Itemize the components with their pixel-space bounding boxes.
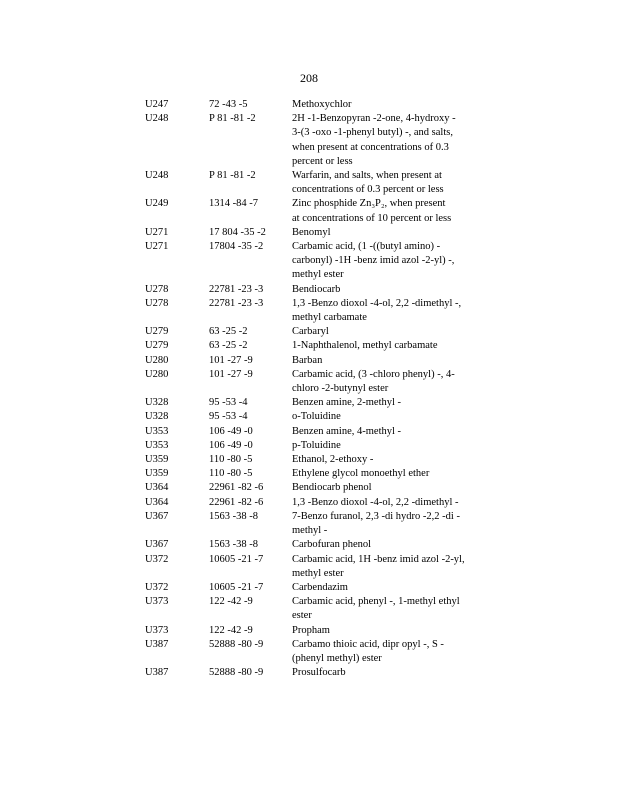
chemical-name-line: percent or less: [292, 155, 353, 167]
waste-code: U367: [145, 539, 169, 551]
chemical-name-line: 3-(3 -oxo -1-phenyl butyl) -, and salts,: [292, 127, 453, 139]
chemical-name-line: Barban: [292, 354, 323, 366]
chemical-name: [292, 553, 478, 581]
chemical-name-line: Carbamo thioic acid, dipr opyl -, S -: [292, 638, 444, 650]
cas-number: 95 -53 -4: [209, 397, 248, 409]
chemical-name: [292, 425, 478, 439]
table-row: [145, 638, 485, 666]
waste-code: U364: [145, 496, 169, 508]
cas-number: P 81 -81 -2: [209, 170, 256, 182]
chemical-name-line: methyl ester: [292, 269, 344, 281]
table-row: [145, 283, 485, 297]
cas-number: 17 804 -35 -2: [209, 226, 266, 238]
cas-number: 22961 -82 -6: [209, 496, 264, 508]
waste-code: U280: [145, 354, 169, 366]
table-row: [145, 425, 485, 439]
waste-code: U279: [145, 326, 169, 338]
chemical-name: [292, 581, 478, 595]
cas-number: 22781 -23 -3: [209, 283, 264, 295]
chemical-name: [292, 467, 478, 481]
waste-code: U278: [145, 297, 169, 309]
waste-code: U248: [145, 170, 169, 182]
table-row: [145, 496, 485, 510]
cas-number: 63 -25 -2: [209, 340, 248, 352]
table-row: [145, 339, 485, 353]
waste-code: U328: [145, 397, 169, 409]
table-row: [145, 169, 485, 197]
chemical-name-line: Methoxychlor: [292, 99, 352, 110]
table-row: [145, 98, 485, 112]
table-row: [145, 325, 485, 339]
waste-code: U353: [145, 425, 169, 437]
waste-code: U387: [145, 667, 169, 679]
chemical-name-line: Bendiocarb: [292, 283, 341, 295]
table-row: [145, 595, 485, 623]
cas-number: 122 -42 -9: [209, 596, 253, 608]
cas-number: 1563 -38 -8: [209, 539, 258, 551]
page-number: 208: [300, 71, 318, 85]
chemical-name-line: (phenyl methyl) ester: [292, 652, 382, 664]
chemical-name-line: when present at concentrations of 0.3: [292, 141, 449, 153]
waste-code: U271: [145, 241, 169, 253]
table-row: [145, 112, 485, 169]
cas-number: 106 -49 -0: [209, 439, 253, 451]
chemical-name-line: Ethylene glycol monoethyl ether: [292, 468, 430, 480]
chemical-name-line: Carbamic acid, (3 -chloro phenyl) -, 4-: [292, 368, 455, 380]
table-row: [145, 226, 485, 240]
cas-number: 22781 -23 -3: [209, 297, 264, 309]
chemical-name: [292, 481, 478, 495]
waste-code: U359: [145, 454, 169, 466]
chemical-name-line: Prosulfocarb: [292, 667, 346, 679]
cas-number: 52888 -80 -9: [209, 667, 264, 679]
chemical-name-line: Benzen amine, 2-methyl -: [292, 397, 402, 409]
chemical-name-line: 7-Benzo furanol, 2,3 -di hydro -2,2 -di -: [292, 510, 460, 522]
chemical-name: [292, 368, 478, 396]
chemical-name: [292, 510, 478, 538]
cas-number: 1314 -84 -7: [209, 198, 258, 210]
waste-code: U372: [145, 581, 169, 593]
waste-code: U364: [145, 482, 169, 494]
chemical-name-line: 1-Naphthalenol, methyl carbamate: [292, 340, 438, 352]
chemical-table: [145, 98, 485, 680]
chemical-name-line: p-Toluidine: [292, 439, 341, 451]
cas-number: 17804 -35 -2: [209, 241, 264, 253]
chemical-name-line: 1,3 -Benzo dioxol -4-ol, 2,2 -dimethyl -,: [292, 297, 462, 309]
table-row: [145, 410, 485, 424]
chemical-name: [292, 354, 478, 368]
table-row: [145, 624, 485, 638]
waste-code: U280: [145, 368, 169, 380]
waste-code: U372: [145, 553, 169, 565]
table-row: [145, 439, 485, 453]
table-row: [145, 368, 485, 396]
chemical-name-line: chloro -2-butynyl ester: [292, 383, 389, 395]
cas-number: 72 -43 -5: [209, 99, 248, 110]
chemical-name: [292, 439, 478, 453]
cas-number: 110 -80 -5: [209, 454, 253, 466]
chemical-name: [292, 396, 478, 410]
chemical-name-line: ester: [292, 610, 312, 622]
chemical-name: [292, 624, 478, 638]
chemical-name-line: 2H -1-Benzopyran -2-one, 4-hydroxy -: [292, 113, 456, 125]
chemical-name-line: Carbofuran phenol: [292, 539, 372, 551]
waste-code: U373: [145, 624, 169, 636]
waste-code: U249: [145, 198, 169, 210]
cas-number: 10605 -21 -7: [209, 581, 264, 593]
cas-number: 1563 -38 -8: [209, 510, 258, 522]
cas-number: 22961 -82 -6: [209, 482, 264, 494]
table-row: [145, 581, 485, 595]
chemical-name-line: methyl -: [292, 525, 328, 537]
table-row: [145, 510, 485, 538]
waste-code: U373: [145, 596, 169, 608]
cas-number: 95 -53 -4: [209, 411, 248, 423]
chemical-name-line: 1,3 -Benzo dioxol -4-ol, 2,2 -dimethyl -: [292, 496, 459, 508]
cas-number: 101 -27 -9: [209, 368, 253, 380]
table-row: [145, 197, 485, 225]
waste-code: U248: [145, 113, 169, 125]
chemical-name: [292, 226, 478, 240]
table-row: [145, 553, 485, 581]
chemical-name: [292, 240, 478, 283]
chemical-name-line: o-Toluidine: [292, 411, 341, 423]
chemical-name: [292, 638, 478, 666]
chemical-name: [292, 325, 478, 339]
cas-number: 52888 -80 -9: [209, 638, 264, 650]
chemical-name-line: Carbamic acid, phenyl -, 1-methyl ethyl: [292, 596, 460, 608]
chemical-name-line: Zinc phosphide Zn₃P₂, when present: [292, 198, 446, 210]
chemical-name: [292, 283, 478, 297]
cas-number: 106 -49 -0: [209, 425, 253, 437]
table-row: [145, 538, 485, 552]
chemical-name: [292, 297, 478, 325]
chemical-name: [292, 169, 478, 197]
cas-number: 110 -80 -5: [209, 468, 253, 480]
table-row: [145, 297, 485, 325]
chemical-name-line: methyl carbamate: [292, 312, 367, 324]
waste-code: U387: [145, 638, 169, 650]
chemical-name-line: Carbamic acid, (1 -((butyl amino) -: [292, 241, 441, 253]
waste-code: U279: [145, 340, 169, 352]
waste-code: U247: [145, 99, 169, 110]
cas-number: P 81 -81 -2: [209, 113, 256, 125]
waste-code: U353: [145, 439, 169, 451]
chemical-name-line: carbonyl) -1H -benz imid azol -2-yl) -,: [292, 255, 455, 267]
cas-number: 63 -25 -2: [209, 326, 248, 338]
chemical-name: [292, 453, 478, 467]
chemical-name-line: Carbamic acid, 1H -benz imid azol -2-yl,: [292, 553, 465, 565]
chemical-name: [292, 595, 478, 623]
chemical-name-line: Benzen amine, 4-methyl -: [292, 425, 402, 437]
table-row: [145, 396, 485, 410]
chemical-name: [292, 410, 478, 424]
chemical-name: [292, 339, 478, 353]
chemical-name-line: Warfarin, and salts, when present at: [292, 170, 442, 182]
chemical-name: [292, 112, 478, 169]
waste-code: U359: [145, 468, 169, 480]
chemical-name-line: concentrations of 0.3 percent or less: [292, 184, 444, 196]
chemical-name: [292, 538, 478, 552]
cas-number: 10605 -21 -7: [209, 553, 264, 565]
chemical-name-line: Propham: [292, 624, 330, 636]
table-row: [145, 240, 485, 283]
chemical-name-line: Benomyl: [292, 226, 331, 238]
chemical-name: [292, 197, 478, 225]
table-row: [145, 467, 485, 481]
waste-code: U328: [145, 411, 169, 423]
chemical-name-line: at concentrations of 10 percent or less: [292, 212, 452, 224]
chemical-name: [292, 496, 478, 510]
waste-code: U278: [145, 283, 169, 295]
table-row: [145, 666, 485, 680]
cas-number: 101 -27 -9: [209, 354, 253, 366]
chemical-name-line: Carbendazim: [292, 581, 348, 593]
chemical-name-line: Bendiocarb phenol: [292, 482, 372, 494]
chemical-name-line: Ethanol, 2-ethoxy -: [292, 454, 374, 466]
chemical-name: [292, 666, 478, 680]
table-row: [145, 481, 485, 495]
cas-number: 122 -42 -9: [209, 624, 253, 636]
chemical-name: [292, 98, 478, 112]
waste-code: U367: [145, 510, 169, 522]
waste-code: U271: [145, 226, 169, 238]
table-row: [145, 354, 485, 368]
chemical-name-line: methyl ester: [292, 567, 344, 579]
table-row: [145, 453, 485, 467]
chemical-name-line: Carbaryl: [292, 326, 329, 338]
